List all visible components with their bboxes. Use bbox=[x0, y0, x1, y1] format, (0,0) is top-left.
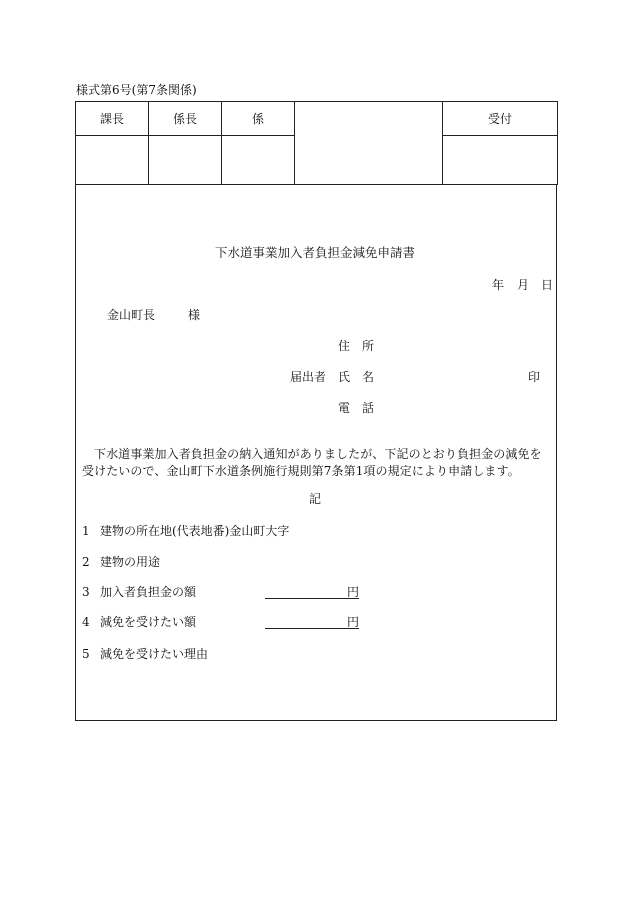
item-2-number: 2 bbox=[82, 555, 90, 569]
approval-header-subsection-chief: 係長 bbox=[149, 102, 222, 136]
approval-header-section-chief: 課長 bbox=[76, 102, 149, 136]
item-1-label: 建物の所在地(代表地番)金山町大字 bbox=[100, 524, 290, 538]
item-3-label: 加入者負担金の額 bbox=[100, 585, 197, 599]
application-statement: 下水道事業加入者負担金の納入通知がありましたが、下記のとおり負担金の減免を受けたいので、金山町下水道条例施行規則第7条第1項の規定により申請します。 bbox=[82, 447, 542, 478]
item-4-unit: 円 bbox=[347, 615, 360, 629]
date-year-label: 年 bbox=[492, 278, 505, 292]
item-1-number: 1 bbox=[82, 524, 90, 538]
stamp-cell-section-chief[interactable] bbox=[76, 136, 149, 185]
applicant-phone-label: 電 話 bbox=[338, 401, 375, 415]
applicant-address-label: 住 所 bbox=[338, 339, 375, 353]
item-3-unit: 円 bbox=[347, 585, 360, 599]
approval-stamp-table bbox=[75, 101, 558, 185]
addressee-honorific: 様 bbox=[188, 308, 201, 322]
item-2-label: 建物の用途 bbox=[100, 555, 161, 569]
item-5-number: 5 bbox=[82, 647, 90, 661]
applicant-label: 届出者 bbox=[290, 370, 327, 384]
ki-heading: 記 bbox=[308, 492, 321, 506]
stamp-cell-subsection-chief[interactable] bbox=[149, 136, 222, 185]
addressee-name: 金山町長 bbox=[107, 308, 156, 322]
date-day-label: 日 bbox=[541, 278, 554, 292]
document-title: 下水道事業加入者負担金減免申請書 bbox=[214, 245, 415, 260]
stamp-cell-staff[interactable] bbox=[222, 136, 295, 185]
approval-header-staff: 係 bbox=[222, 102, 295, 136]
approval-header-reception: 受付 bbox=[443, 102, 558, 136]
item-4-number: 4 bbox=[82, 615, 90, 629]
form-number-label: 様式第6号(第7条関係) bbox=[76, 83, 197, 97]
approval-blank-cell bbox=[295, 102, 443, 185]
item-5-label: 減免を受けたい理由 bbox=[100, 647, 209, 661]
item-3-number: 3 bbox=[82, 585, 90, 599]
date-month-label: 月 bbox=[517, 278, 530, 292]
applicant-name-label: 氏 名 bbox=[338, 370, 375, 384]
stamp-cell-reception[interactable] bbox=[443, 136, 558, 185]
item-4-amount-line[interactable] bbox=[265, 628, 359, 629]
item-4-label: 減免を受けたい額 bbox=[100, 615, 197, 629]
item-3-amount-line[interactable] bbox=[265, 598, 359, 599]
seal-label: 印 bbox=[528, 370, 541, 384]
